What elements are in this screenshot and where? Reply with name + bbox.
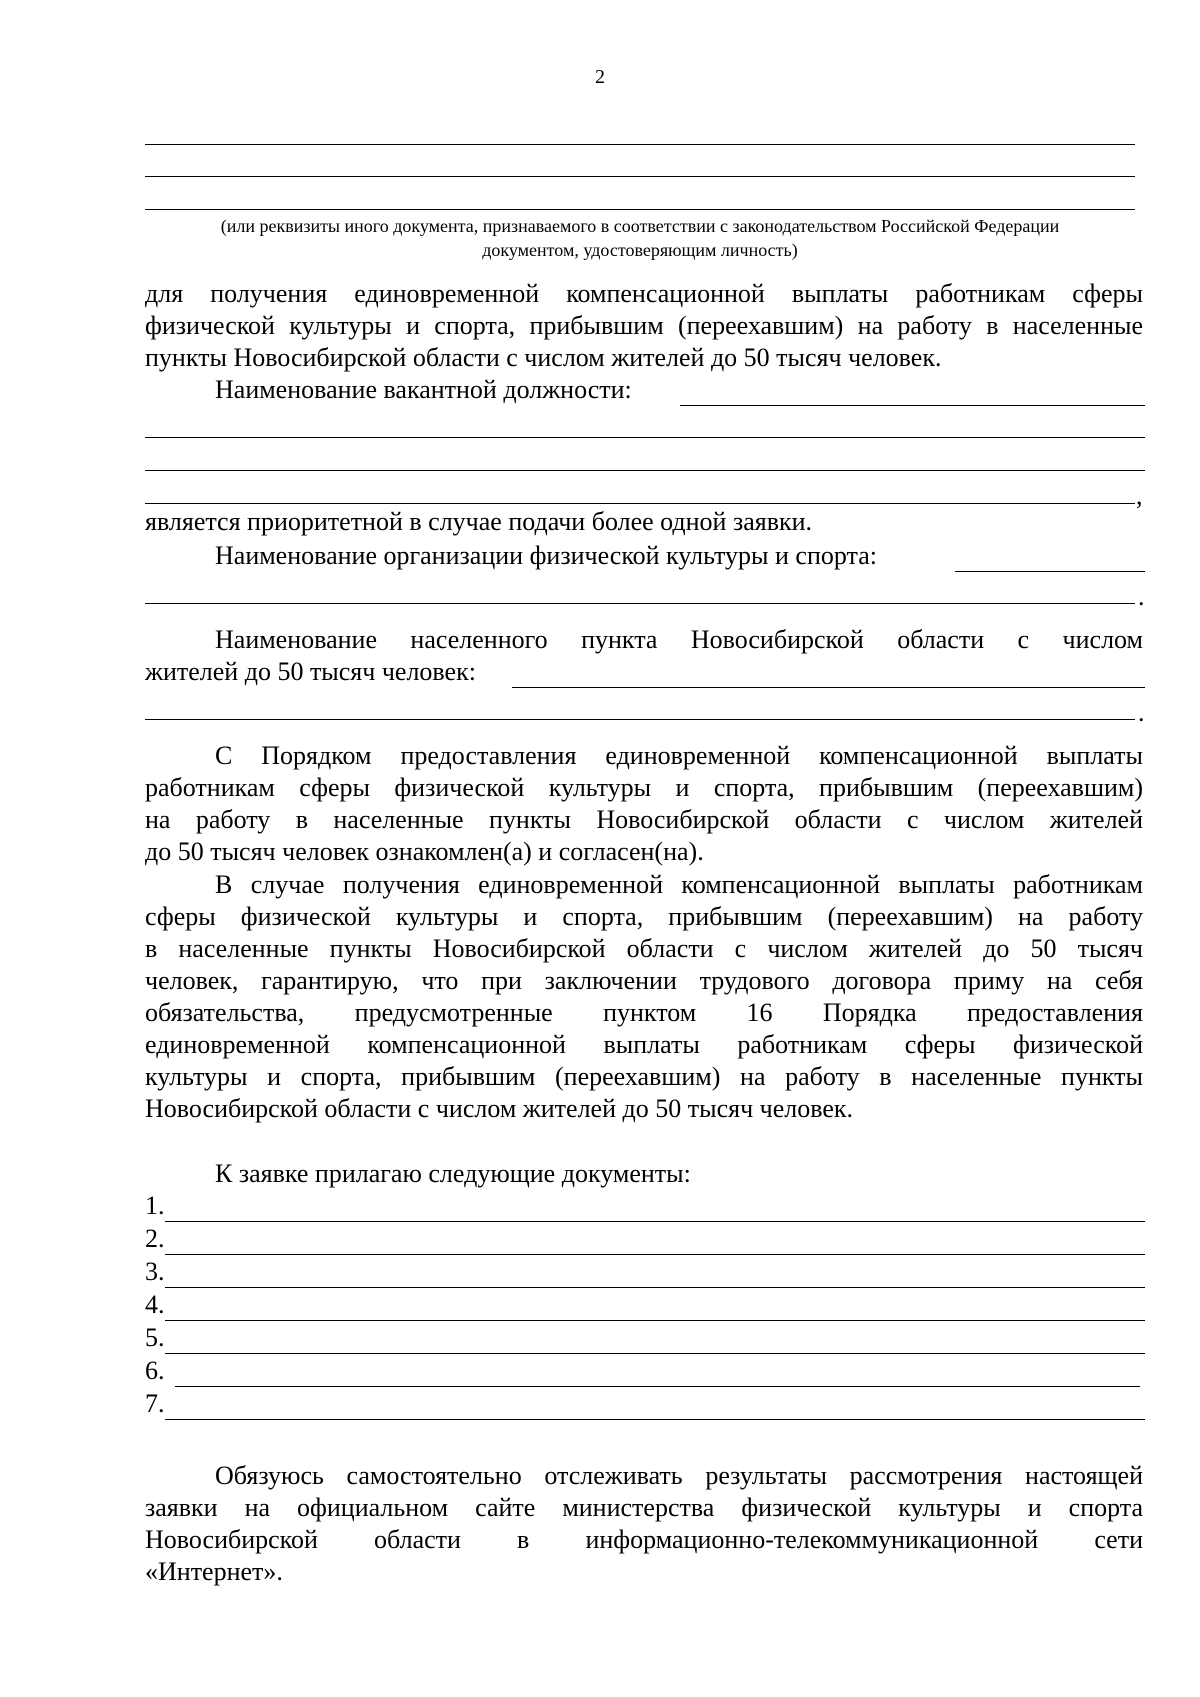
page-number: 2 bbox=[595, 66, 605, 88]
vacancy-label: Наименование вакантной должности: bbox=[215, 375, 632, 404]
settlement-input-line-1[interactable] bbox=[512, 687, 1145, 688]
attachment-number-7: 7. bbox=[145, 1389, 165, 1418]
attachment-number-2: 2. bbox=[145, 1224, 165, 1253]
attachment-input-line-2[interactable] bbox=[165, 1254, 1145, 1255]
attachment-input-line-5[interactable] bbox=[165, 1353, 1145, 1354]
monitor-line-2: заявки на официальном сайте министерства физической культуры и спорта bbox=[145, 1493, 1143, 1522]
obligation-line-3: в населенные пункты Новосибирской области с числом жителей до 50 тысяч bbox=[145, 934, 1143, 963]
obligation-line-4: человек, гарантирую, что при заключении трудового договора приму на себя bbox=[145, 966, 1143, 995]
org-input-line-2[interactable] bbox=[145, 603, 1135, 604]
monitor-line-1: Обязуюсь самостоятельно отслеживать результаты рассмотрения настоящей bbox=[215, 1461, 1143, 1490]
acquaint-line-2: работникам сферы физической культуры и спорта, прибывшим (переехавшим) bbox=[145, 773, 1143, 802]
attachment-number-4: 4. bbox=[145, 1290, 165, 1319]
attachment-number-5: 5. bbox=[145, 1323, 165, 1352]
vacancy-input-line-1[interactable] bbox=[680, 405, 1145, 406]
attachments-label: К заявке прилагаю следующие документы: bbox=[215, 1159, 691, 1188]
acquaint-line-4: до 50 тысяч человек ознакомлен(а) и согласен(на). bbox=[145, 837, 704, 866]
monitor-line-3: Новосибирской области в информационно-телекоммуникационной сети bbox=[145, 1525, 1143, 1554]
org-input-line-1[interactable] bbox=[955, 571, 1145, 572]
attachment-number-1: 1. bbox=[145, 1191, 165, 1220]
id-caption-line-1: (или реквизиты иного документа, признаваемого в соответствии с законодательством Российской Федерации bbox=[220, 216, 1060, 236]
id-blank-line-1[interactable] bbox=[145, 144, 1135, 145]
settlement-input-line-2[interactable] bbox=[145, 719, 1135, 720]
purpose-line-1: для получения единовременной компенсационной выплаты работникам сферы bbox=[145, 279, 1143, 308]
obligation-line-6: единовременной компенсационной выплаты работникам сферы физической bbox=[145, 1030, 1143, 1059]
settlement-line-2: жителей до 50 тысяч человек: bbox=[145, 657, 476, 686]
attachment-input-line-7[interactable] bbox=[165, 1419, 1145, 1420]
obligation-line-1: В случае получения единовременной компенсационной выплаты работникам bbox=[215, 870, 1143, 899]
id-caption bbox=[145, 214, 1135, 262]
settlement-period: . bbox=[1138, 698, 1145, 727]
vacancy-input-line-2[interactable] bbox=[145, 437, 1145, 438]
purpose-line-3: пункты Новосибирской области с числом жителей до 50 тысяч человек. bbox=[145, 343, 942, 372]
attachment-input-line-6[interactable] bbox=[175, 1386, 1140, 1387]
attachment-input-line-4[interactable] bbox=[165, 1320, 1145, 1321]
attachment-input-line-3[interactable] bbox=[165, 1287, 1145, 1288]
id-blank-line-2[interactable] bbox=[145, 176, 1135, 177]
obligation-line-5: обязательства, предусмотренные пунктом 16 Порядка предоставления bbox=[145, 998, 1143, 1027]
id-caption-line-2: документом, удостоверяющим личность) bbox=[482, 240, 798, 260]
acquaint-line-3: на работу в населенные пункты Новосибирской области с числом жителей bbox=[145, 805, 1143, 834]
obligation-line-7: культуры и спорта, прибывшим (переехавшим) на работу в населенные пункты bbox=[145, 1062, 1143, 1091]
purpose-line-2: физической культуры и спорта, прибывшим (переехавшим) на работу в населенные bbox=[145, 311, 1143, 340]
attachment-number-3: 3. bbox=[145, 1257, 165, 1286]
vacancy-comma: , bbox=[1136, 481, 1143, 510]
attachment-input-line-1[interactable] bbox=[165, 1221, 1145, 1222]
obligation-line-2: сферы физической культуры и спорта, прибывшим (переехавшим) на работу bbox=[145, 902, 1143, 931]
id-blank-line-3[interactable] bbox=[145, 209, 1135, 210]
settlement-line-1: Наименование населенного пункта Новосибирской области с числом bbox=[215, 625, 1143, 654]
priority-text: является приоритетной в случае подачи более одной заявки. bbox=[145, 507, 813, 536]
attachment-number-6: 6. bbox=[145, 1356, 165, 1385]
monitor-line-4: «Интернет». bbox=[145, 1557, 283, 1586]
org-label: Наименование организации физической культуры и спорта: bbox=[215, 541, 877, 570]
vacancy-input-line-4[interactable] bbox=[145, 503, 1135, 504]
acquaint-line-1: С Порядком предоставления единовременной компенсационной выплаты bbox=[215, 741, 1143, 770]
vacancy-input-line-3[interactable] bbox=[145, 470, 1145, 471]
org-period: . bbox=[1138, 582, 1145, 611]
obligation-line-8: Новосибирской области с числом жителей до 50 тысяч человек. bbox=[145, 1094, 854, 1123]
